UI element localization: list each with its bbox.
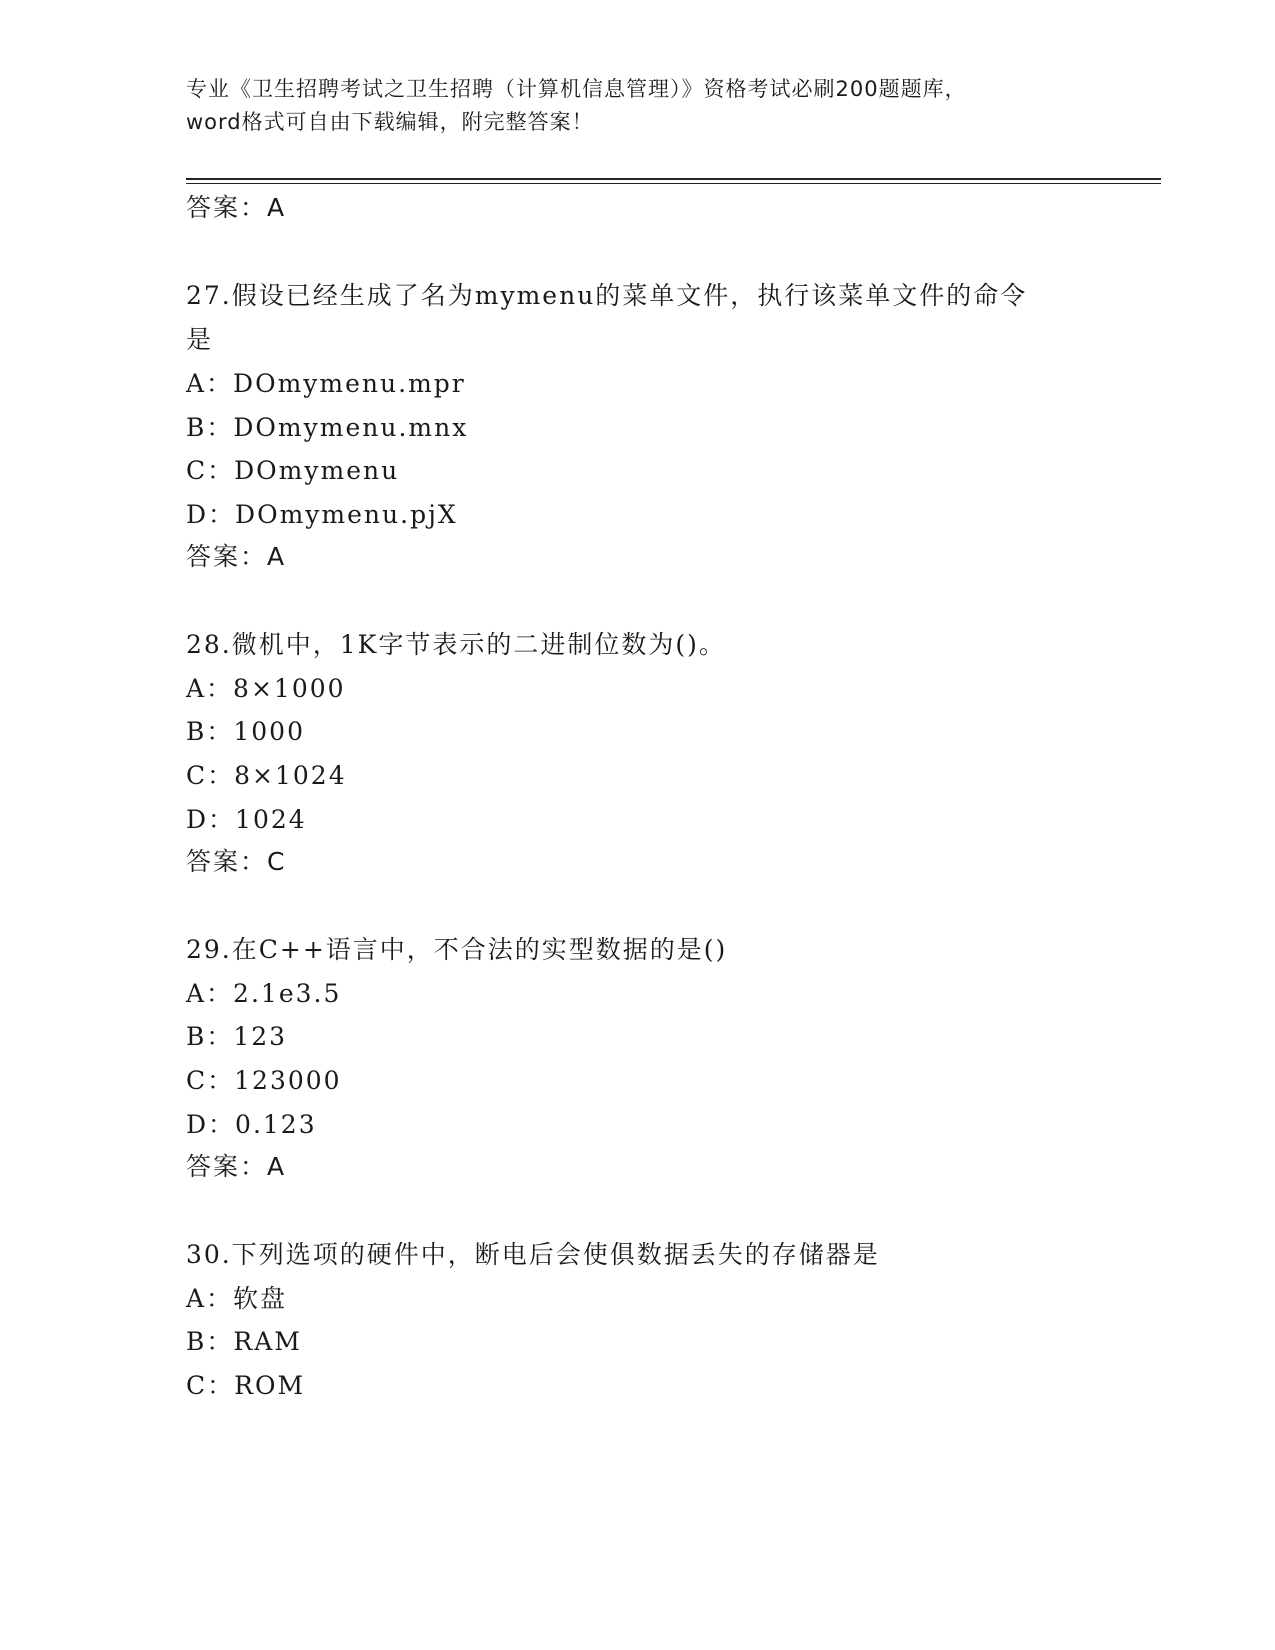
question-28-option-d: D：1024	[186, 805, 307, 834]
question-29-option-c: C：123000	[186, 1066, 342, 1095]
question-27-option-d: D：DOmymenu.pjX	[186, 500, 458, 529]
question-29-option-d: D：0.123	[186, 1110, 317, 1139]
question-29-option-a: A：2.1e3.5	[186, 979, 342, 1008]
question-28-option-a: A：8×1000	[186, 674, 346, 703]
question-29-option-b: B：123	[186, 1022, 288, 1051]
question-30-option-b: B：RAM	[186, 1327, 302, 1356]
question-28-stem: 28.微机中，1K字节表示的二进制位数为()。	[186, 630, 726, 659]
question-30-option-c: C：ROM	[186, 1371, 306, 1400]
header-title-line-2: word格式可自由下载编辑，附完整答案！	[186, 110, 594, 134]
header-divider-thin	[186, 183, 1161, 184]
question-27-option-c: C：DOmymenu	[186, 456, 400, 485]
question-27-stem-line-1: 27.假设已经生成了名为mymenu的菜单文件，执行该菜单文件的命令	[186, 281, 1028, 310]
header-divider-thick	[186, 178, 1161, 180]
document-header	[186, 73, 1106, 139]
question-28-option-b: B：1000	[186, 717, 305, 746]
question-29-stem: 29.在C++语言中，不合法的实型数据的是()	[186, 935, 728, 964]
question-27-option-b: B：DOmymenu.mnx	[186, 413, 469, 442]
question-27-option-a: A：DOmymenu.mpr	[186, 369, 466, 398]
question-28-option-c: C：8×1024	[186, 761, 347, 790]
question-30-option-a: A：软盘	[186, 1284, 288, 1313]
question-30-stem: 30.下列选项的硬件中，断电后会使俱数据丢失的存储器是	[186, 1240, 880, 1269]
previous-answer: 答案：A	[186, 193, 287, 222]
header-title-line-1: 专业《卫生招聘考试之卫生招聘（计算机信息管理）》资格考试必刷200题题库，	[186, 77, 967, 101]
question-27-stem-line-2: 是	[186, 325, 214, 354]
question-27-answer: 答案：A	[186, 542, 287, 571]
question-28-answer: 答案：C	[186, 847, 287, 876]
question-29-answer: 答案：A	[186, 1152, 287, 1181]
